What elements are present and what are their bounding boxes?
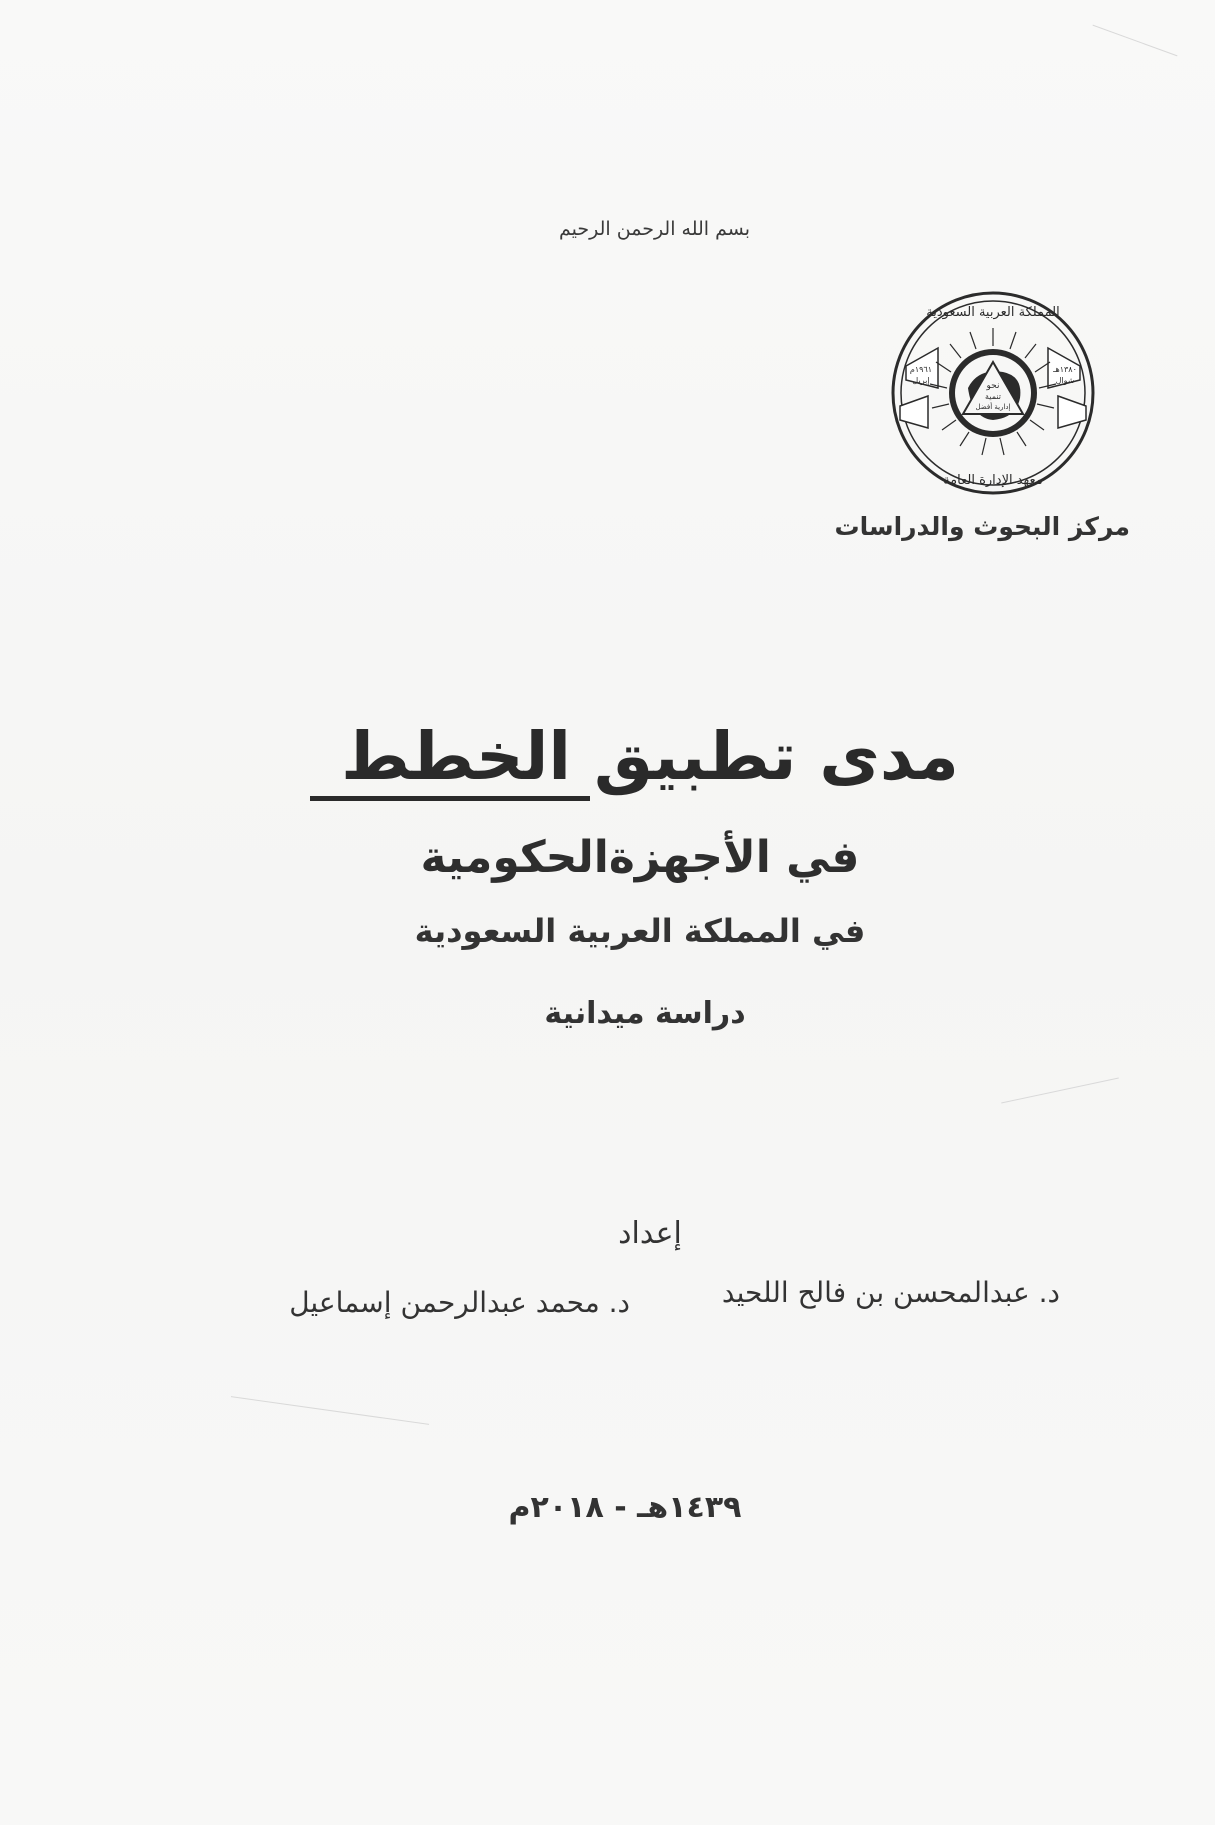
institute-seal (888, 288, 1098, 498)
subtitle-line-3: دراسة ميدانية (544, 996, 746, 1031)
author-2: د. محمد عبدالرحمن إسماعيل (289, 1286, 630, 1319)
svg-text:المملكة العربية السعودية: المملكة العربية السعودية (926, 305, 1060, 320)
subtitle-line-2: في المملكة العربية السعودية (414, 912, 866, 950)
svg-text:نحو: نحو (986, 381, 1000, 391)
svg-text:إبريل: إبريل (912, 376, 930, 385)
svg-text:إدارية أفضل: إدارية أفضل (975, 403, 1011, 411)
svg-text:معهد الإدارة العامة: معهد الإدارة العامة (943, 473, 1043, 488)
publication-date: ١٤٣٩هـ - ٢٠١٨م (508, 1490, 742, 1525)
basmala: بسم الله الرحمن الرحيم (559, 218, 750, 240)
seal-logo (888, 288, 1098, 498)
title-underline (310, 796, 590, 801)
research-center-name: مركز البحوث والدراسات (834, 512, 1130, 541)
svg-text:١٩٦١م: ١٩٦١م (909, 365, 933, 374)
svg-text:شوال: شوال (1055, 376, 1075, 385)
book-title: مدى تطبيق الخطط (341, 718, 959, 795)
svg-text:تنمية: تنمية (985, 392, 1001, 401)
scan-artifact (1093, 25, 1178, 57)
subtitle-line-1: في الأجهزةالحكومية (420, 832, 860, 883)
prepared-by-label: إعداد (618, 1216, 682, 1251)
author-1: د. عبدالمحسن بن فالح اللحيد (721, 1276, 1060, 1309)
svg-text:١٣٨٠هـ: ١٣٨٠هـ (1053, 365, 1077, 374)
scan-artifact (231, 1396, 429, 1425)
scan-artifact (1001, 1078, 1119, 1104)
